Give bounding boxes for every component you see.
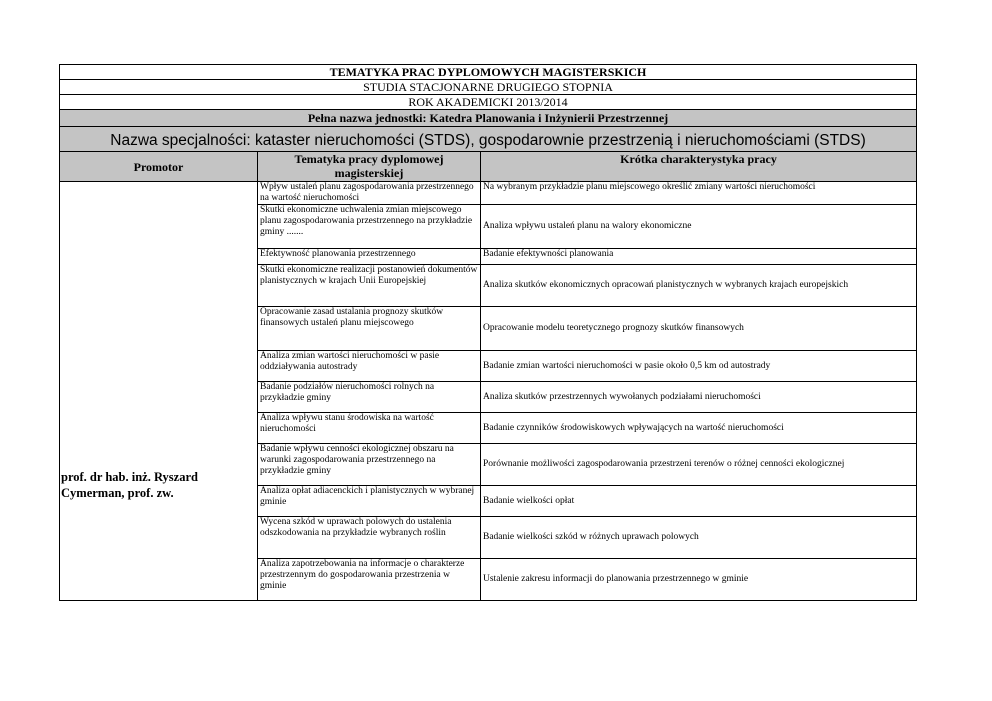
topic-cell: Skutki ekonomiczne uchwalenia zmian miejscowego planu zagospodarowania przestrzennego na przykładzie gminy ....... [258, 205, 481, 249]
unit-name: Pełna nazwa jednostki: Katedra Planowania i Inżynierii Przestrzennej [60, 110, 917, 127]
topic-cell: Skutki ekonomiczne realizacji postanowień dokumentów planistycznych w krajach Unii Europejskiej [258, 265, 481, 307]
specialization-name: Nazwa specjalności: kataster nieruchomości (STDS), gospodarownie przestrzenią i nieruchomościami (STDS) [60, 127, 917, 152]
description-cell: Badanie wielkości szkód w różnych uprawach polowych [481, 517, 917, 559]
column-header-promotor: Promotor [60, 152, 258, 182]
sheet-title: TEMATYKA PRAC DYPLOMOWYCH MAGISTERSKICH [60, 65, 917, 80]
topic-cell: Wycena szkód w uprawach polowych do ustalenia odszkodowania na przykładzie wybranych roślin [258, 517, 481, 559]
topic-cell: Badanie podziałów nieruchomości rolnych na przykładzie gminy [258, 382, 481, 413]
description-cell: Na wybranym przykładzie planu miejscowego określić zmiany wartości nieruchomości [481, 182, 917, 205]
description-cell: Opracowanie modelu teoretycznego prognozy skutków finansowych [481, 307, 917, 351]
topic-cell: Badanie wpływu cenności ekologicznej obszaru na warunki zagospodarowania przestrzennego na przykładzie gminy [258, 444, 481, 486]
description-cell: Badanie czynników środowiskowych wpływających na wartość nieruchomości [481, 413, 917, 444]
description-cell: Analiza skutków przestrzennych wywołanych podziałami nieruchomości [481, 382, 917, 413]
topic-cell: Wpływ ustaleń planu zagospodarowania przestrzennego na wartość nieruchomości [258, 182, 481, 205]
topic-cell: Analiza wpływu stanu środowiska na wartość nieruchomości [258, 413, 481, 444]
topic-cell: Efektywność planowania przestrzennego [258, 249, 481, 265]
academic-year: ROK AKADEMICKI 2013/2014 [60, 95, 917, 110]
description-cell: Analiza skutków ekonomicznych opracowań planistycznych w wybranych krajach europejskich [481, 265, 917, 307]
description-cell: Analiza wpływu ustaleń planu na walory ekonomiczne [481, 205, 917, 249]
promotor-name: prof. dr hab. inż. Ryszard Cymerman, prof. zw. [60, 182, 258, 601]
description-cell: Badanie efektywności planowania [481, 249, 917, 265]
thesis-topics-table [59, 64, 917, 601]
topic-cell: Analiza zmian wartości nieruchomości w pasie oddziaływania autostrady [258, 351, 481, 382]
table-row [60, 182, 917, 205]
topic-cell: Opracowanie zasad ustalania prognozy skutków finansowych ustaleń planu miejscowego [258, 307, 481, 351]
topic-cell: Analiza opłat adiacenckich i planistycznych w wybranej gminie [258, 486, 481, 517]
spreadsheet [59, 64, 916, 601]
study-type: STUDIA STACJONARNE DRUGIEGO STOPNIA [60, 80, 917, 95]
column-header-topic: Tematyka pracy dyplomowej magisterskiej [258, 152, 481, 182]
description-cell: Badanie zmian wartości nieruchomości w pasie około 0,5 km od autostrady [481, 351, 917, 382]
description-cell: Ustalenie zakresu informacji do planowania przestrzennego w gminie [481, 559, 917, 601]
table-body [60, 182, 917, 601]
description-cell: Porównanie możliwości zagospodarowania przestrzeni terenów o różnej cenności ekologicznej [481, 444, 917, 486]
column-header-description: Krótka charakterystyka pracy [481, 152, 917, 182]
topic-cell: Analiza zapotrzebowania na informacje o charakterze przestrzennym do gospodarowania przestrzenia w gminie [258, 559, 481, 601]
description-cell: Badanie wielkości opłat [481, 486, 917, 517]
